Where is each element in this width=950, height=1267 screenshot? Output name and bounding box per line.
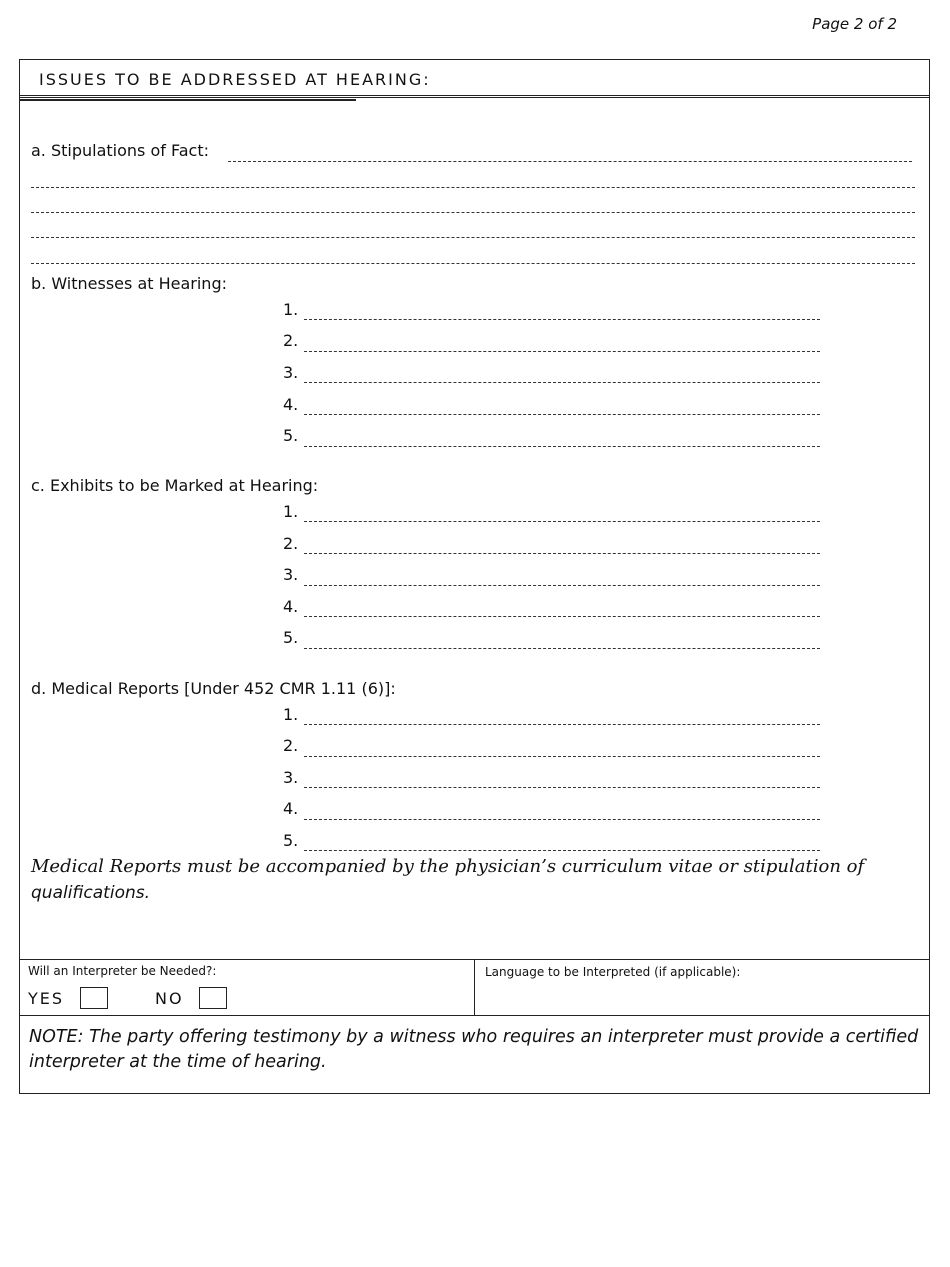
- language-label: Language to be Interpreted (if applicable):: [485, 965, 741, 979]
- medical-field-3[interactable]: [304, 787, 820, 788]
- no-label: NO: [155, 989, 184, 1008]
- exhibit-number-4: 4.: [283, 597, 299, 616]
- stipulations-field-2[interactable]: [31, 187, 915, 188]
- interpreter-note: NOTE: The party offering testimony by a witness who requires an interpreter must provide a certified interpreter at the time of hearing.: [29, 1027, 919, 1072]
- exhibit-field-5[interactable]: [304, 648, 820, 649]
- witness-field-2[interactable]: [304, 351, 820, 352]
- medical-reports-label: d. Medical Reports [Under 452 CMR 1.11 (6)]:: [31, 679, 396, 698]
- stipulations-label: a. Stipulations of Fact:: [31, 141, 209, 160]
- interpreter-row: [20, 959, 929, 1016]
- no-checkbox[interactable]: [199, 987, 227, 1009]
- exhibit-number-5: 5.: [283, 628, 299, 647]
- header-underline: [20, 99, 356, 101]
- medical-field-4[interactable]: [304, 819, 820, 820]
- stipulations-field-4[interactable]: [31, 237, 915, 238]
- medical-number-3: 3.: [283, 768, 299, 787]
- exhibit-field-2[interactable]: [304, 553, 820, 554]
- medical-number-5: 5.: [283, 831, 299, 850]
- exhibit-number-2: 2.: [283, 534, 299, 553]
- yes-checkbox[interactable]: [80, 987, 108, 1009]
- witness-field-5[interactable]: [304, 446, 820, 447]
- exhibit-field-4[interactable]: [304, 616, 820, 617]
- language-field[interactable]: [476, 982, 929, 1014]
- exhibit-field-3[interactable]: [304, 585, 820, 586]
- stipulations-field-3[interactable]: [31, 212, 915, 213]
- yes-label: YES: [28, 989, 65, 1008]
- section-header: [20, 60, 929, 98]
- medical-field-5[interactable]: [304, 850, 820, 851]
- stipulations-field-1[interactable]: [228, 161, 912, 162]
- stipulations-field-5[interactable]: [31, 263, 915, 264]
- exhibits-label: c. Exhibits to be Marked at Hearing:: [31, 476, 319, 495]
- exhibit-number-3: 3.: [283, 565, 299, 584]
- witness-number-5: 5.: [283, 426, 299, 445]
- medical-number-4: 4.: [283, 799, 299, 818]
- medical-note-line-1: Medical Reports must be accompanied by the physician’s curriculum vitae or stipulation of: [31, 856, 865, 877]
- witness-field-4[interactable]: [304, 414, 820, 415]
- witness-number-4: 4.: [283, 395, 299, 414]
- medical-number-1: 1.: [283, 705, 299, 724]
- page-number: Page 2 of 2: [812, 15, 897, 33]
- medical-field-1[interactable]: [304, 724, 820, 725]
- witness-number-2: 2.: [283, 331, 299, 350]
- witnesses-label: b. Witnesses at Hearing:: [31, 274, 227, 293]
- exhibit-field-1[interactable]: [304, 521, 820, 522]
- hearing-issues-form: [19, 59, 930, 1094]
- section-title: ISSUES TO BE ADDRESSED AT HEARING:: [39, 70, 431, 89]
- medical-field-2[interactable]: [304, 756, 820, 757]
- medical-number-2: 2.: [283, 736, 299, 755]
- interpreter-needed-cell: [20, 960, 475, 1015]
- interpreter-question: Will an Interpreter be Needed?:: [28, 964, 217, 978]
- witness-number-3: 3.: [283, 363, 299, 382]
- witness-field-1[interactable]: [304, 319, 820, 320]
- medical-reports-note: [31, 854, 891, 906]
- medical-note-line-2: qualifications.: [31, 883, 150, 903]
- exhibit-number-1: 1.: [283, 502, 299, 521]
- witness-number-1: 1.: [283, 300, 299, 319]
- witness-field-3[interactable]: [304, 382, 820, 383]
